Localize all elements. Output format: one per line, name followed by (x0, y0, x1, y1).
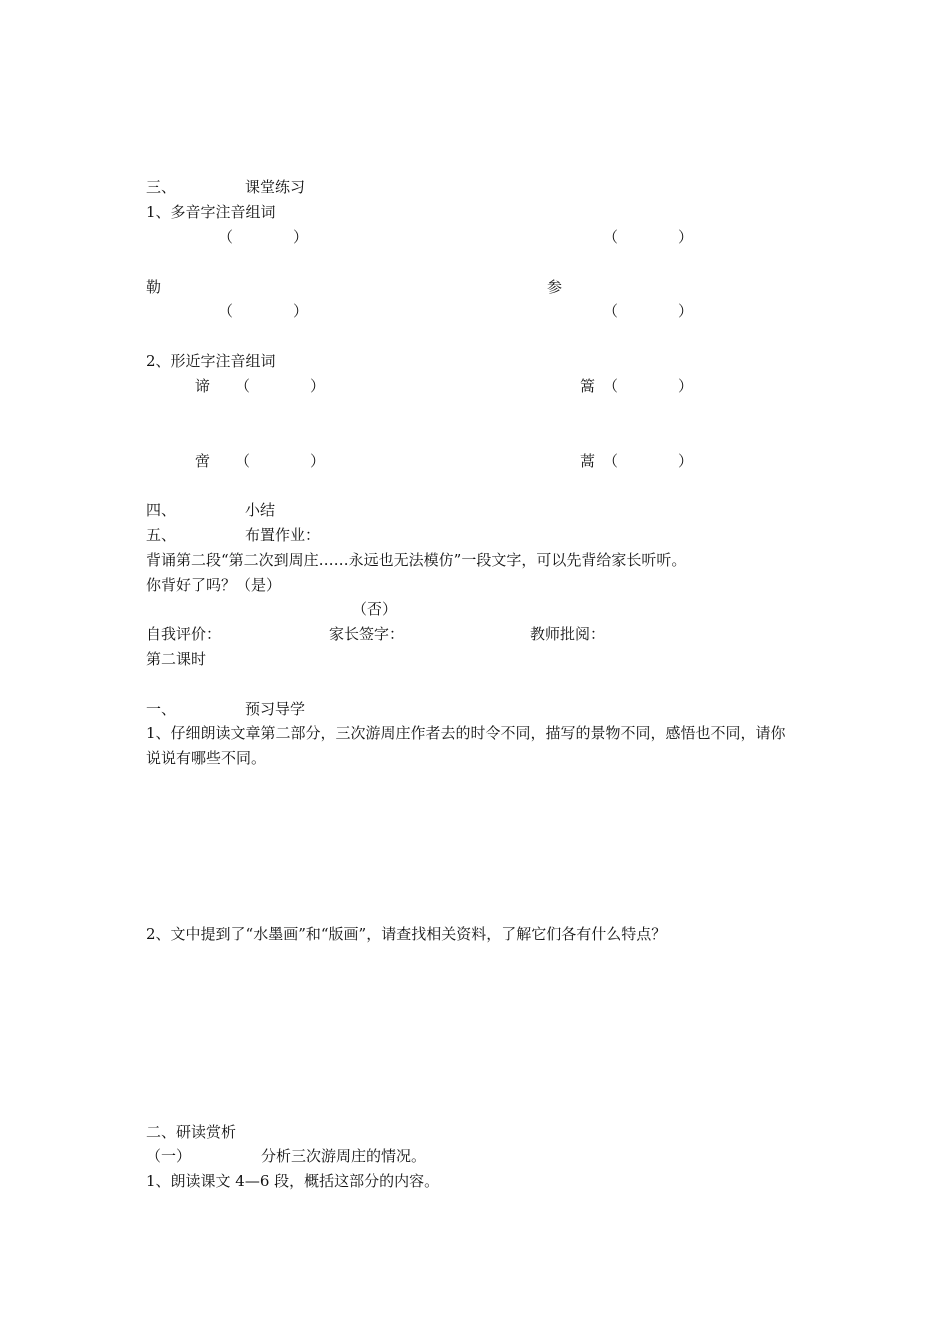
answer-paren: （ ） (603, 377, 694, 395)
homework-check-no: （否） (352, 600, 398, 618)
answer-paren: （ ） (235, 377, 326, 395)
section-three-number: 三、 (146, 178, 177, 196)
polyphone-char: 参 (547, 278, 563, 296)
section-four-number: 四、 (146, 501, 177, 519)
section-three-title: 课堂练习 (245, 178, 306, 196)
study-subsection-number: （一） (146, 1147, 192, 1165)
teacher-review-label: 教师批阅： (530, 625, 606, 643)
answer-paren: （ ） (218, 228, 309, 246)
polyphone-char: 勒 (146, 278, 162, 296)
preview-section-number: 一、 (146, 700, 177, 718)
preview-question-1: 1、仔细朗读文章第二部分，三次游周庄作者去的时令不同，描写的景物不同，感悟也不同，请你说说有哪些不同。 (146, 724, 786, 767)
answer-paren: （ ） (603, 302, 694, 320)
answer-paren: （ ） (603, 228, 694, 246)
study-subsection-title: 分析三次游周庄的情况。 (261, 1147, 427, 1165)
section-five-number: 五、 (146, 526, 177, 544)
self-evaluation-label: 自我评价： (146, 625, 222, 643)
homework-text: 背诵第二段“第二次到周庄……永远也无法模仿”一段文字，可以先背给家长听听。 (146, 551, 687, 569)
parent-signature-label: 家长签字： (329, 625, 405, 643)
section-five-title: 布置作业： (245, 526, 321, 544)
answer-paren: （ ） (218, 302, 309, 320)
homework-check-yes: 你背好了吗？（是） (146, 576, 282, 594)
study-section-title: 二、研读赏析 (146, 1123, 237, 1141)
study-question-1: 1、朗读课文 4—6 段，概括这部分的内容。 (146, 1172, 440, 1190)
similar-char: 蒿 (580, 452, 596, 470)
answer-paren: （ ） (603, 452, 694, 470)
section-four-title: 小结 (245, 501, 276, 519)
lesson-two-heading: 第二课时 (146, 650, 207, 668)
similar-char: 谛 (195, 377, 211, 395)
preview-question-2: 2、文中提到了“水墨画”和“版画”，请查找相关资料，了解它们各有什么特点？ (146, 925, 667, 943)
question-1-title: 1、多音字注音组词 (146, 203, 276, 221)
similar-char: 啻 (195, 452, 211, 470)
question-2-title: 2、形近字注音组词 (146, 352, 276, 370)
answer-paren: （ ） (235, 452, 326, 470)
similar-char: 篙 (580, 377, 596, 395)
preview-section-title: 预习导学 (245, 700, 306, 718)
